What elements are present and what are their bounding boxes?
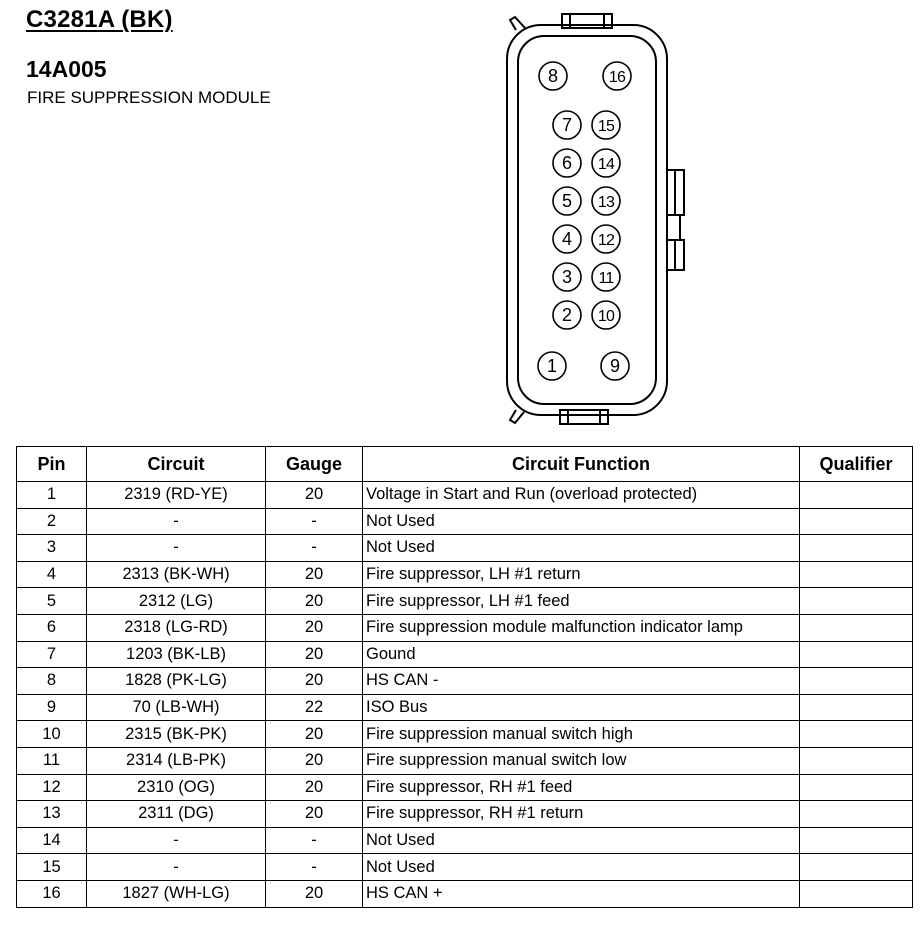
qualifier-cell — [800, 854, 913, 881]
table-row — [17, 880, 913, 907]
pin-cell: 6 — [17, 614, 87, 641]
column-header-qualifier: Qualifier — [800, 447, 913, 482]
connector-pin — [592, 263, 620, 291]
connector-pin — [553, 187, 581, 215]
connector-pin — [553, 263, 581, 291]
circuit-function-cell: Not Used — [363, 854, 800, 881]
pin-cell: 8 — [17, 668, 87, 695]
table-row — [17, 508, 913, 535]
pin-cell: 10 — [17, 721, 87, 748]
gauge-cell: 20 — [266, 801, 363, 828]
connector-pin — [603, 62, 631, 90]
gauge-cell: 20 — [266, 614, 363, 641]
svg-text:5: 5 — [561, 191, 573, 211]
table-row — [17, 747, 913, 774]
circuit-cell: 2315 (BK-PK) — [87, 721, 266, 748]
connector-key-top-left — [510, 17, 525, 30]
gauge-cell: 20 — [266, 774, 363, 801]
module-name: FIRE SUPPRESSION MODULE — [27, 88, 271, 107]
qualifier-cell — [800, 668, 913, 695]
connector-pin — [553, 149, 581, 177]
table-row — [17, 588, 913, 615]
qualifier-cell — [800, 801, 913, 828]
pin-cell: 3 — [17, 535, 87, 562]
table-row — [17, 854, 913, 881]
svg-text:9: 9 — [609, 356, 621, 376]
qualifier-cell — [800, 694, 913, 721]
gauge-cell: 20 — [266, 482, 363, 509]
svg-text:7: 7 — [561, 115, 573, 135]
circuit-function-cell: Not Used — [363, 827, 800, 854]
gauge-cell: 20 — [266, 721, 363, 748]
gauge-cell: 20 — [266, 668, 363, 695]
connector-pin — [553, 301, 581, 329]
column-header-gauge: Gauge — [266, 447, 363, 482]
pin-cell: 14 — [17, 827, 87, 854]
svg-text:1: 1 — [546, 356, 558, 376]
pin-cell: 2 — [17, 508, 87, 535]
svg-text:13: 13 — [597, 194, 615, 211]
pin-cell: 11 — [17, 747, 87, 774]
pin-cell: 15 — [17, 854, 87, 881]
svg-text:2: 2 — [561, 305, 573, 325]
table-row — [17, 482, 913, 509]
circuit-cell: 2311 (DG) — [87, 801, 266, 828]
connector-pin — [601, 352, 629, 380]
circuit-cell: - — [87, 854, 266, 881]
circuit-function-cell: Fire suppressor, RH #1 feed — [363, 774, 800, 801]
svg-text:6: 6 — [561, 153, 573, 173]
connector-pin — [592, 225, 620, 253]
pin-cell: 1 — [17, 482, 87, 509]
pin-cell: 16 — [17, 880, 87, 907]
connector-id-title: C3281A (BK) — [26, 6, 173, 33]
qualifier-cell — [800, 614, 913, 641]
gauge-cell: 22 — [266, 694, 363, 721]
connector-pin — [592, 149, 620, 177]
circuit-cell: 2314 (LB-PK) — [87, 747, 266, 774]
gauge-cell: - — [266, 535, 363, 562]
table-row — [17, 561, 913, 588]
pin-cell: 12 — [17, 774, 87, 801]
svg-text:15: 15 — [597, 118, 615, 135]
circuit-function-cell: Fire suppressor, LH #1 return — [363, 561, 800, 588]
circuit-cell: 1827 (WH-LG) — [87, 880, 266, 907]
gauge-cell: 20 — [266, 747, 363, 774]
circuit-function-cell: Fire suppressor, LH #1 feed — [363, 588, 800, 615]
column-header-pin: Pin — [17, 447, 87, 482]
circuit-function-cell: Not Used — [363, 508, 800, 535]
svg-text:11: 11 — [598, 270, 614, 287]
connector-pin — [592, 111, 620, 139]
qualifier-cell — [800, 774, 913, 801]
pin-cell: 9 — [17, 694, 87, 721]
table-header-row — [17, 447, 913, 482]
svg-text:16: 16 — [608, 69, 626, 86]
table-row — [17, 668, 913, 695]
circuit-cell: 2312 (LG) — [87, 588, 266, 615]
circuit-cell: 2310 (OG) — [87, 774, 266, 801]
svg-text:14: 14 — [597, 156, 615, 173]
part-number: 14A005 — [26, 56, 107, 82]
circuit-cell: 2318 (LG-RD) — [87, 614, 266, 641]
pinout-table — [16, 446, 913, 908]
column-header-circuit: Circuit — [87, 447, 266, 482]
svg-text:10: 10 — [597, 308, 615, 325]
gauge-cell: - — [266, 854, 363, 881]
circuit-cell: - — [87, 535, 266, 562]
table-row — [17, 614, 913, 641]
svg-text:8: 8 — [547, 66, 559, 86]
connector-pin — [538, 352, 566, 380]
gauge-cell: 20 — [266, 588, 363, 615]
connector-key-bottom-left — [510, 410, 524, 423]
table-row — [17, 535, 913, 562]
table-row — [17, 641, 913, 668]
circuit-function-cell: Fire suppression manual switch high — [363, 721, 800, 748]
connector-pin — [553, 111, 581, 139]
gauge-cell: 20 — [266, 641, 363, 668]
qualifier-cell — [800, 721, 913, 748]
connector-face-diagram — [0, 0, 924, 440]
circuit-function-cell: ISO Bus — [363, 694, 800, 721]
circuit-cell: - — [87, 508, 266, 535]
connector-pin — [553, 225, 581, 253]
circuit-cell: 2319 (RD-YE) — [87, 482, 266, 509]
table-row — [17, 827, 913, 854]
circuit-function-cell: Fire suppression module malfunction indicator lamp — [363, 614, 800, 641]
circuit-function-cell: Not Used — [363, 535, 800, 562]
circuit-cell: 70 (LB-WH) — [87, 694, 266, 721]
qualifier-cell — [800, 747, 913, 774]
svg-text:4: 4 — [561, 229, 573, 249]
qualifier-cell — [800, 588, 913, 615]
circuit-function-cell: Gound — [363, 641, 800, 668]
pin-cell: 7 — [17, 641, 87, 668]
pin-cell: 5 — [17, 588, 87, 615]
circuit-function-cell: Fire suppression manual switch low — [363, 747, 800, 774]
qualifier-cell — [800, 880, 913, 907]
qualifier-cell — [800, 641, 913, 668]
circuit-cell: 2313 (BK-WH) — [87, 561, 266, 588]
gauge-cell: - — [266, 508, 363, 535]
pin-cell: 13 — [17, 801, 87, 828]
connector-pin — [539, 62, 567, 90]
qualifier-cell — [800, 508, 913, 535]
connector-housing-inner — [518, 36, 656, 404]
qualifier-cell — [800, 561, 913, 588]
qualifier-cell — [800, 482, 913, 509]
svg-text:12: 12 — [597, 232, 615, 249]
qualifier-cell — [800, 827, 913, 854]
connector-housing-outer — [507, 25, 667, 415]
connector-pin — [592, 301, 620, 329]
circuit-cell: 1203 (BK-LB) — [87, 641, 266, 668]
table-row — [17, 801, 913, 828]
pin-cell: 4 — [17, 561, 87, 588]
table-row — [17, 721, 913, 748]
gauge-cell: 20 — [266, 561, 363, 588]
table-row — [17, 694, 913, 721]
circuit-function-cell: Fire suppressor, RH #1 return — [363, 801, 800, 828]
circuit-function-cell: Voltage in Start and Run (overload protected) — [363, 482, 800, 509]
table-row — [17, 774, 913, 801]
connector-pin — [592, 187, 620, 215]
column-header-circuit-function: Circuit Function — [363, 447, 800, 482]
qualifier-cell — [800, 535, 913, 562]
gauge-cell: - — [266, 827, 363, 854]
circuit-function-cell: HS CAN - — [363, 668, 800, 695]
circuit-cell: 1828 (PK-LG) — [87, 668, 266, 695]
circuit-function-cell: HS CAN + — [363, 880, 800, 907]
gauge-cell: 20 — [266, 880, 363, 907]
circuit-cell: - — [87, 827, 266, 854]
svg-text:3: 3 — [561, 267, 573, 287]
